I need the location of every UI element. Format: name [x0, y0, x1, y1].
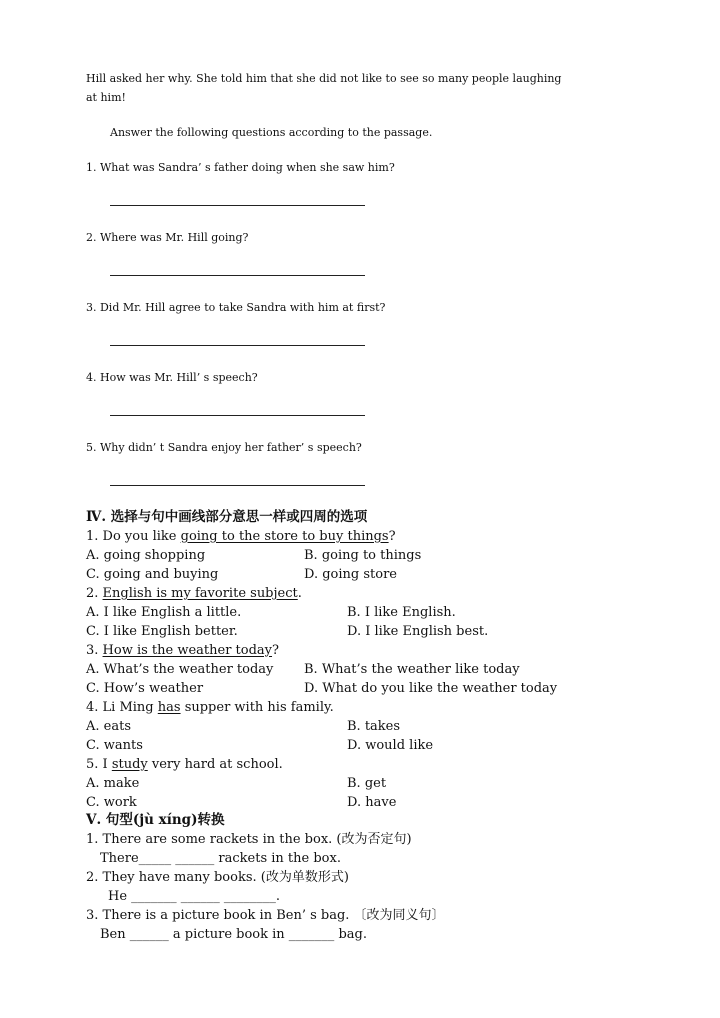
s4-q4-stem: 4. Li Ming has supper with his family. — [86, 700, 334, 715]
s4-q1-underlined: going to the store to buy things — [180, 529, 389, 544]
question-1: 1. What was Sandra’ s father doing when she saw him? — [86, 161, 395, 174]
section-4-title: Ⅳ. 选择与句中画线部分意思一样或四周的选项 — [86, 509, 368, 525]
s4-q2-underlined: English is my favorite subject — [102, 586, 298, 601]
s4-q5-option-c[interactable]: C. work — [86, 795, 137, 810]
section-5-title: Ⅴ. 句型(jù xíng)转换 — [86, 812, 225, 828]
s5-q3-answer[interactable]: Ben ______ a picture book in _______ bag. — [100, 927, 367, 942]
s5-q1: 1. There are some rackets in the box. (改为否定句) — [86, 832, 412, 847]
s4-q1-option-b[interactable]: B. going to things — [304, 548, 422, 563]
s4-q2-stem: 2. English is my favorite subject. — [86, 586, 302, 601]
s4-q4-option-b[interactable]: B. takes — [347, 719, 401, 734]
s4-q5-underlined: study — [111, 757, 148, 772]
s4-q3-option-d[interactable]: D. What do you like the weather today — [304, 681, 558, 696]
s4-q3-underlined: How is the weather today — [102, 643, 273, 658]
s4-q2-option-d[interactable]: D. I like English best. — [347, 624, 489, 639]
answer-line-4[interactable] — [110, 415, 365, 416]
s4-q1-option-c[interactable]: C. going and buying — [86, 567, 219, 582]
s4-q1-stem: 1. Do you like going to the store to buy things? — [86, 529, 396, 544]
passage-line-2: at him! — [86, 91, 126, 104]
answer-line-5[interactable] — [110, 485, 365, 486]
s4-q3-option-c[interactable]: C. How’s weather — [86, 681, 204, 696]
s4-q4-option-d[interactable]: D. would like — [347, 738, 434, 753]
s5-q1-answer[interactable]: There_____ ______ rackets in the box. — [100, 851, 341, 866]
answer-line-2[interactable] — [110, 275, 365, 276]
s4-q4-option-c[interactable]: C. wants — [86, 738, 143, 753]
question-5: 5. Why didn’ t Sandra enjoy her father’ s speech? — [86, 441, 362, 454]
s4-q1-option-d[interactable]: D. going store — [304, 567, 397, 582]
s4-q4-underlined: has — [157, 700, 181, 715]
passage-line-1: Hill asked her why. She told him that she did not like to see so many people laughing — [86, 72, 562, 85]
s5-q2: 2. They have many books. (改为单数形式) — [86, 870, 349, 885]
s4-q5-option-a[interactable]: A. make — [86, 776, 140, 791]
s4-q1-option-a[interactable]: A. going shopping — [86, 548, 206, 563]
s4-q5-option-d[interactable]: D. have — [347, 795, 397, 810]
s4-q5-stem: 5. I study very hard at school. — [86, 757, 283, 772]
question-3: 3. Did Mr. Hill agree to take Sandra with him at first? — [86, 301, 386, 314]
question-2: 2. Where was Mr. Hill going? — [86, 231, 249, 244]
s4-q2-option-c[interactable]: C. I like English better. — [86, 624, 238, 639]
s4-q3-stem: 3. How is the weather today? — [86, 643, 280, 658]
answer-line-1[interactable] — [110, 205, 365, 206]
s4-q2-option-b[interactable]: B. I like English. — [347, 605, 456, 620]
s5-q3: 3. There is a picture book in Ben’ s bag. 〔改为同义句〕 — [86, 908, 445, 923]
s4-q4-option-a[interactable]: A. eats — [86, 719, 131, 734]
answer-line-3[interactable] — [110, 345, 365, 346]
s4-q2-option-a[interactable]: A. I like English a little. — [86, 605, 242, 620]
question-4: 4. How was Mr. Hill’ s speech? — [86, 371, 258, 384]
s4-q3-option-b[interactable]: B. What’s the weather like today — [304, 662, 520, 677]
s5-q2-answer[interactable]: He _______ ______ ________. — [108, 889, 281, 904]
s4-q5-option-b[interactable]: B. get — [347, 776, 387, 791]
s4-q3-option-a[interactable]: A. What’s the weather today — [86, 662, 274, 677]
instruction: Answer the following questions according to the passage. — [110, 126, 433, 139]
